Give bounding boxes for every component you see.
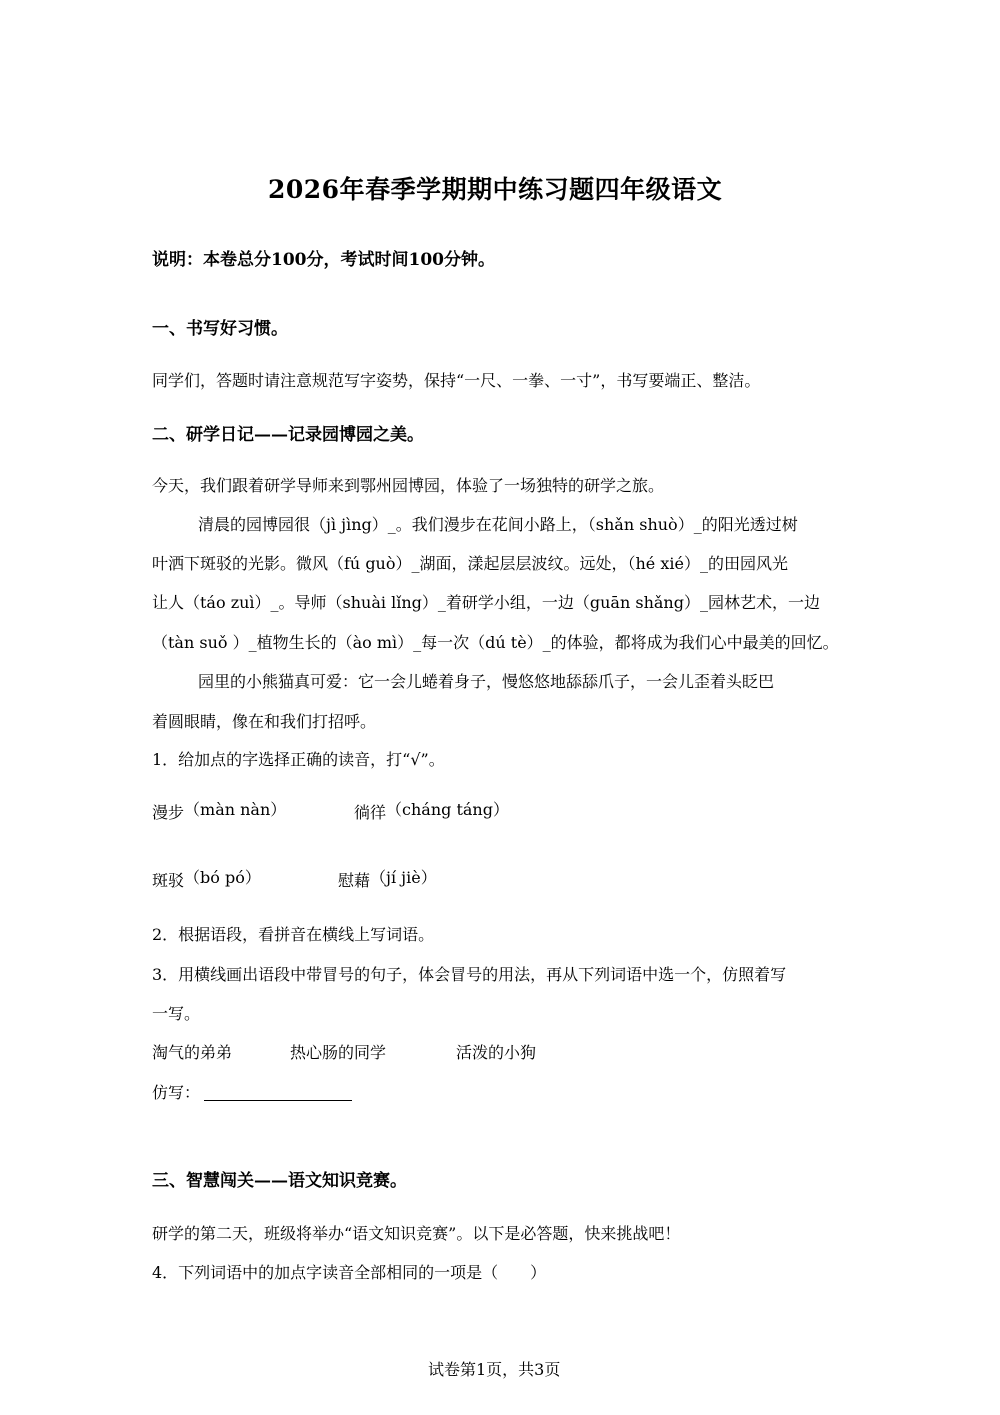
paragraph-1-line: 让人（táo zuì）_。导师（shuài lǐng）_着研学小组，一边（guān shǎng）_园林艺术，一边: [152, 593, 820, 612]
q1-word: 斑驳: [152, 871, 185, 890]
write-blank[interactable]: [204, 1084, 352, 1101]
q1-pinyin: （bó pó）: [184, 868, 261, 887]
q3-write: [152, 1080, 352, 1103]
page-title: 2026年春季学期期中练习题四年级语文: [268, 175, 723, 204]
q1-word: 徜徉: [354, 803, 387, 822]
q1-word: 慰藉: [338, 871, 371, 890]
section-1-heading: 一、书写好习惯。: [152, 319, 288, 339]
section-2-intro: 今天，我们跟着研学导师来到鄂州园博园，体验了一场独特的研学之旅。: [152, 476, 665, 495]
q3-option: 热心肠的同学: [290, 1043, 387, 1062]
paragraph-2-line: 着圆眼睛，像在和我们打招呼。: [152, 712, 377, 731]
q3-option: 淘气的弟弟: [152, 1043, 233, 1062]
paragraph-1-line: 清晨的园博园很（jì jìng）_。我们漫步在花间小路上，（shǎn shuò）_的阳光透过树: [198, 515, 798, 534]
question-1: 1．给加点的字选择正确的读音，打“√”。: [152, 750, 445, 769]
page-footer: 试卷第1页，共3页: [428, 1360, 561, 1379]
exam-note: 说明：本卷总分100分，考试时间100分钟。: [152, 250, 495, 270]
q1-item: [338, 868, 437, 891]
section-3-heading: 三、智慧闯关——语文知识竞赛。: [152, 1171, 407, 1191]
paragraph-1-line: （tàn suǒ ）_植物生长的（ào mì）_每一次（dú tè）_的体验，都将成为我们心中最美的回忆。: [152, 633, 839, 652]
section-2-heading: 二、研学日记——记录园博园之美。: [152, 425, 424, 445]
question-3-line: 3．用横线画出语段中带冒号的句子，体会冒号的用法，再从下列词语中选一个，仿照着写: [152, 965, 787, 984]
q3-write-label: 仿写：: [152, 1083, 201, 1102]
q1-item: [152, 800, 286, 823]
q1-pinyin: （cháng táng）: [386, 800, 509, 819]
question-2: 2．根据语段，看拼音在横线上写词语。: [152, 925, 435, 944]
q1-item: [152, 868, 261, 891]
q1-pinyin: （jí jiè）: [370, 868, 437, 887]
q1-item: [354, 800, 509, 823]
section-1-text: 同学们，答题时请注意规范写字姿势，保持“一尺、一拳、一寸”，书写要端正、整洁。: [152, 371, 761, 390]
section-3-intro: 研学的第二天，班级将举办“语文知识竞赛”。以下是必答题，快来挑战吧！: [152, 1224, 681, 1243]
paragraph-1-line: 叶洒下斑驳的光影。微风（fú guò）_湖面，漾起层层波纹。远处，（hé xié）_的田园风光: [152, 554, 788, 573]
question-3-line: 一写。: [152, 1004, 201, 1023]
q1-pinyin: （màn nàn）: [184, 800, 287, 819]
paragraph-2-line: 园里的小熊猫真可爱：它一会儿蜷着身子，慢悠悠地舔舔爪子，一会儿歪着头眨巴: [198, 672, 775, 691]
question-4: 4．下列词语中的加点字读音全部相同的一项是（ ）: [152, 1263, 547, 1282]
q3-option: 活泼的小狗: [456, 1043, 537, 1062]
q1-word: 漫步: [152, 803, 185, 822]
